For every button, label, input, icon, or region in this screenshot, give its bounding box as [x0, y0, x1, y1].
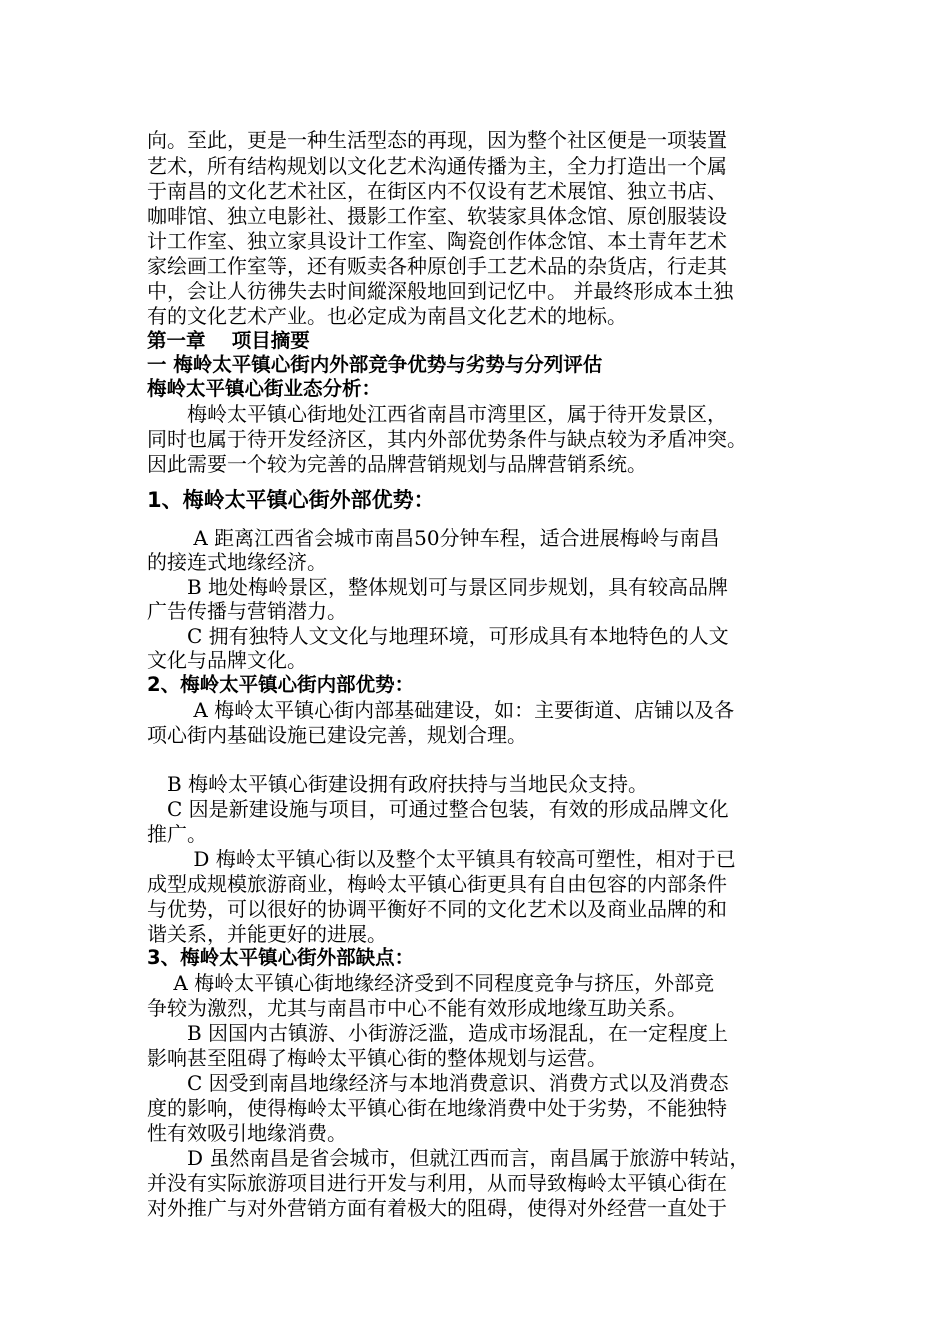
ext-dis-line: 性有效吸引地缘消费。: [147, 1121, 347, 1145]
heading-internal-advantages: 2、梅岭太平镇心街内部优势：: [147, 673, 415, 696]
int-adv-line: 与优势，可以很好的协调平衡好不同的文化艺术以及商业品牌的和: [147, 897, 727, 921]
ext-adv-line: 广告传播与营销潜力。: [147, 599, 347, 623]
section-title: 一 梅岭太平镇心街内外部竞争优势与劣势与分列评估: [147, 353, 603, 376]
analysis-line: 同时也属于待开发经济区，其内外部优势条件与缺点较为矛盾冲突。: [147, 427, 747, 451]
int-adv-line: 成型成规模旅游商业，梅岭太平镇心街更具有自由包容的内部条件: [147, 872, 727, 896]
ext-adv-line: A 距离江西省会城市南昌50分钟车程，适合进展梅岭与南昌: [147, 526, 720, 550]
int-adv-line: C 因是新建设施与项目，可通过整合包装，有效的形成品牌文化: [147, 797, 729, 821]
ext-adv-line: B 地处梅岭景区，整体规划可与景区同步规划，具有较高品牌: [147, 575, 729, 599]
ext-adv-line: C 拥有独特人文文化与地理环境，可形成具有本地特色的人文: [147, 624, 729, 648]
intro-line: 艺术，所有结构规划以文化艺术沟通传播为主，全力打造出一个属: [147, 154, 727, 178]
chapter-title: 第一章 项目摘要: [147, 329, 310, 352]
ext-dis-line: A 梅岭太平镇心街地缘经济受到不同程度竞争与挤压，外部竞: [147, 971, 715, 995]
intro-line: 家绘画工作室等，还有贩卖各种原创手工艺术品的杂货店，行走其: [147, 254, 727, 278]
ext-dis-line: B 因国内古镇游、小街游泛滥，造成市场混乱，在一定程度上: [147, 1021, 729, 1045]
int-adv-line: 推广。: [147, 822, 207, 846]
analysis-line: 因此需要一个较为完善的品牌营销规划与品牌营销系统。: [147, 452, 647, 476]
intro-line: 向。至此，更是一种生活型态的再现，因为整个社区便是一项装置: [147, 128, 727, 152]
ext-dis-line: C 因受到南昌地缘经济与本地消费意识、消费方式以及消费态: [147, 1071, 729, 1095]
ext-dis-line: 影响甚至阻碍了梅岭太平镇心街的整体规划与运营。: [147, 1046, 607, 1070]
ext-dis-line: 对外推广与对外营销方面有着极大的阻碍，使得对外经营一直处于: [147, 1196, 727, 1220]
intro-line: 于南昌的文化艺术社区，在街区内不仅设有艺术展馆、独立书店、: [147, 179, 727, 203]
ext-dis-line: 并没有实际旅游项目进行开发与利用，从而导致梅岭太平镇心街在: [147, 1171, 727, 1195]
int-adv-line: D 梅岭太平镇心街以及整个太平镇具有较高可塑性，相对于已: [147, 847, 736, 871]
int-adv-line: 项心街内基础设施已建设完善，规划合理。: [147, 723, 527, 747]
int-adv-line: 谐关系，并能更好的进展。: [147, 922, 387, 946]
ext-dis-line: D 虽然南昌是省会城市，但就江西而言，南昌属于旅游中转站，: [147, 1146, 750, 1170]
subsection-title: 梅岭太平镇心街业态分析：: [147, 377, 382, 400]
ext-dis-line: 争较为激烈，尤其与南昌市中心不能有效形成地缘互助关系。: [147, 996, 687, 1020]
intro-line: 有的文化艺术产业。也必定成为南昌文化艺术的地标。: [147, 304, 627, 328]
intro-line: 中，会让人彷彿失去时间縱深般地回到记忆中。 并最终形成本土独: [147, 279, 734, 303]
heading-external-advantages: 1、梅岭太平镇心街外部优势：: [147, 488, 435, 512]
analysis-line: 梅岭太平镇心街地处江西省南昌市湾里区，属于待开发景区，: [147, 402, 727, 426]
heading-external-disadvantages: 3、梅岭太平镇心街外部缺点：: [147, 946, 415, 969]
int-adv-line: B 梅岭太平镇心街建设拥有政府扶持与当地民众支持。: [147, 772, 649, 796]
ext-adv-line: 的接连式地缘经济。: [147, 550, 327, 574]
int-adv-line: A 梅岭太平镇心街内部基础建设，如：主要街道、店铺以及各: [147, 698, 735, 722]
ext-dis-line: 度的影响，使得梅岭太平镇心街在地缘消费中处于劣势，不能独特: [147, 1096, 727, 1120]
intro-line: 计工作室、独立家具设计工作室、陶瓷创作体念馆、本土青年艺术: [147, 229, 727, 253]
intro-line: 咖啡馆、独立电影社、摄影工作室、软装家具体念馆、原创服装设: [147, 204, 727, 228]
ext-adv-line: 文化与品牌文化。: [147, 648, 307, 672]
